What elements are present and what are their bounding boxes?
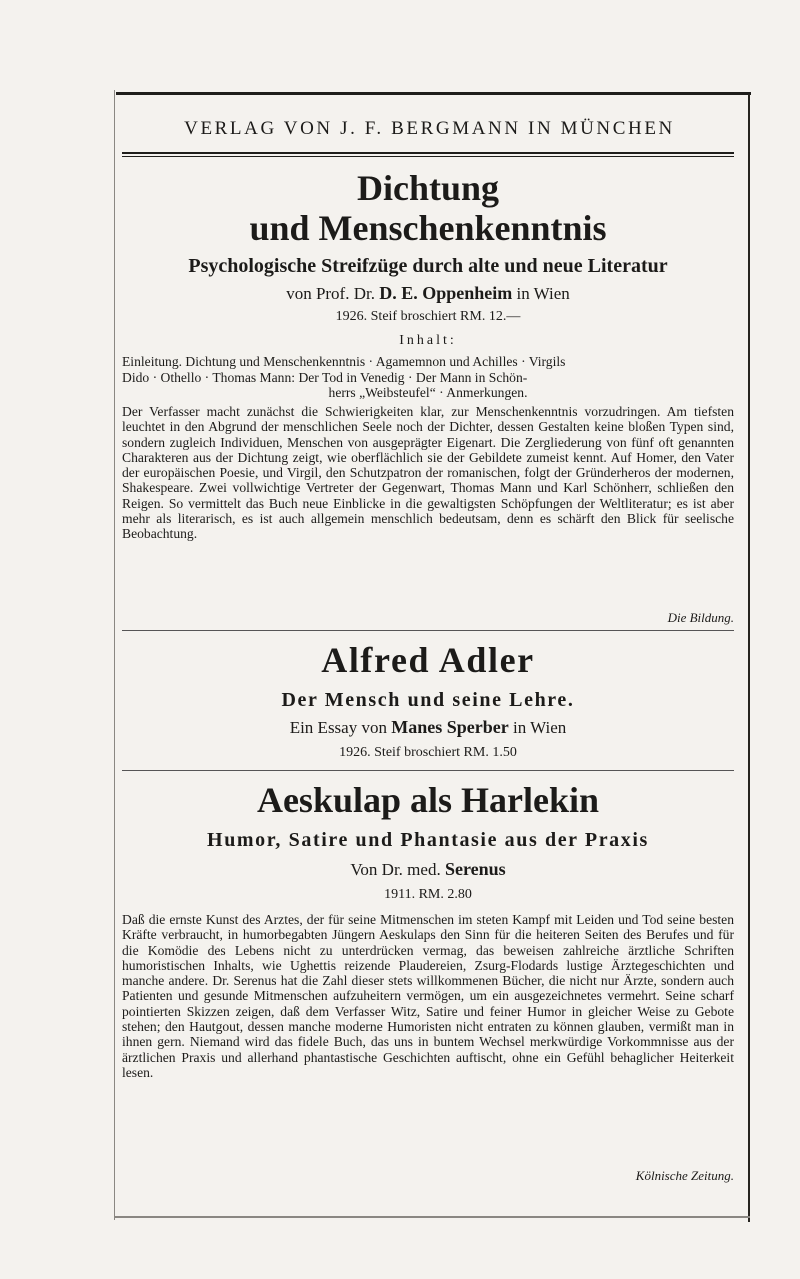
book3-review: Daß die ernste Kunst des Arztes, der für seine Mitmenschen im steten Kampf mit Leiden und Tod seine besten Kräfte verbraucht, in humorbegabten Jüngern Aeskulaps den Sinn für die heiteren Seiten des Berufes und für die Komödie des Lebens nicht zu unterdrücken vermag, das beweisen zahlreiche ärztliche Schriften humoristischen Inhalts, wie Ughettis reizende Plaudereien, Zsurg-Flodards lustige Ärztegeschichten und manche andere. Dr. Serenus hat die Zahl dieser stets willkommenen Bücher, die nicht nur Ärzte, sondern auch Patienten und gesunde Mitmenschen aufzuheitern vermögen, um ein ausgezeichnetes vermehrt. Seine scharf pointierten Skizzen zeigen, daß dem Verfasser Witz, Satire und feiner Humor in gleicher Weise zu Gebote stehen; den Hautgout, dessen manche moderne Humoristen nicht entraten zu können glauben, vermißt man in ihnen gern. Niemand wird das fidele Buch, das uns in buntem Wechsel merkwürdige Vorkommnisse aus der ärztlichen Praxis und allerhand phantastische Geschichten auftischt, ohne ein Gefühl behaglicher Heiterkeit lesen.	[122, 912, 734, 1080]
contents-line: Einleitung. Dichtung und Menschenkenntnis · Agamemnon und Achilles · Virgils	[122, 354, 566, 369]
book3-author-name: Serenus	[444, 859, 506, 879]
publisher-rule	[122, 152, 734, 154]
book3-review-source: Kölnische Zeitung.	[635, 1168, 734, 1183]
book1-author-line	[122, 282, 734, 305]
contents-line: Dido · Othello · Thomas Mann: Der Tod in Venedig · Der Mann in Schön-	[122, 369, 528, 385]
book2-desc	[122, 716, 734, 739]
contents-line: herrs „Weibsteufel“ · Anmerkungen.	[328, 385, 528, 400]
book1-title-line1: Dichtung	[356, 168, 500, 208]
book1-title-line2: und Menschenkenntnis	[249, 208, 607, 248]
frame-rule-top	[116, 92, 751, 95]
book1-price: 1926. Steif broschiert RM. 12.—	[335, 309, 521, 324]
book2-desc-prefix: Ein Essay von	[289, 718, 387, 737]
book2-author: Alfred Adler	[321, 640, 535, 680]
book3-author-line	[122, 858, 734, 881]
book2-title: Der Mensch und seine Lehre.	[281, 689, 575, 711]
book3-author-prefix: Von Dr. med.	[350, 860, 441, 879]
section-divider	[122, 630, 734, 631]
frame-rule-left	[114, 90, 115, 1220]
book1-subtitle: Psychologische Streifzüge durch alte und neue Literatur	[188, 255, 668, 277]
book1-contents-heading: Inhalt:	[399, 333, 457, 348]
frame-rule-right	[748, 94, 750, 1222]
book1-review: Der Verfasser macht zunächst die Schwierigkeiten klar, zur Menschenkenntnis vorzudringen. Am tiefsten leuchtet in den Abgrund der menschlichen Seele noch der Dichter, dessen Gestalten keine bloßen Typen sind, sondern zugleich Individuen, Menschen von ausgeprägter Eigenart. Die Zergliederung von fünf oft genannten Charakteren aus der Dichtung zeigt, wie oberflächlich sie der Gebildete zumeist kennt. Auf Homer, den Vater der europäischen Poesie, und Virgil, den Schutzpatron der romanischen, folgt der Gründerheros der modernen, Shakespeare. Zwei vollwichtige Vertreter der Gegenwart, Thomas Mann und Karl Schönherr, schließen den Reigen. So vermittelt das Buch neue Einblicke in die gewaltigsten Schöpfungen der Weltliteratur; es ist aber mehr als literarisch, es ist auch allgemein menschlich bedeutsam, denn es schärft den Blick für seelische Beobachtung.	[122, 404, 734, 542]
publisher-rule-thin	[122, 156, 734, 157]
book1-author-prefix: von Prof. Dr.	[286, 284, 375, 303]
book3-title: Aeskulap als Harlekin	[256, 780, 600, 820]
book2-desc-name: Manes Sperber	[391, 717, 509, 737]
book3-price: 1911. RM. 2.80	[384, 887, 472, 902]
publisher-line: VERLAG VON J. F. BERGMANN IN MÜNCHEN	[184, 118, 675, 139]
page-frame	[100, 90, 755, 1222]
section-divider	[122, 770, 734, 771]
book2-price: 1926. Steif broschiert RM. 1.50	[339, 745, 517, 760]
book3-subtitle: Humor, Satire und Phantasie aus der Praxis	[207, 829, 649, 851]
book1-author-name: D. E. Oppenheim	[379, 283, 513, 303]
book2-desc-suffix: in Wien	[512, 718, 567, 737]
book1-review-source: Die Bildung.	[667, 610, 734, 625]
book1-author-suffix: in Wien	[516, 284, 570, 303]
frame-rule-bottom	[114, 1216, 750, 1218]
book1-contents	[122, 354, 734, 401]
